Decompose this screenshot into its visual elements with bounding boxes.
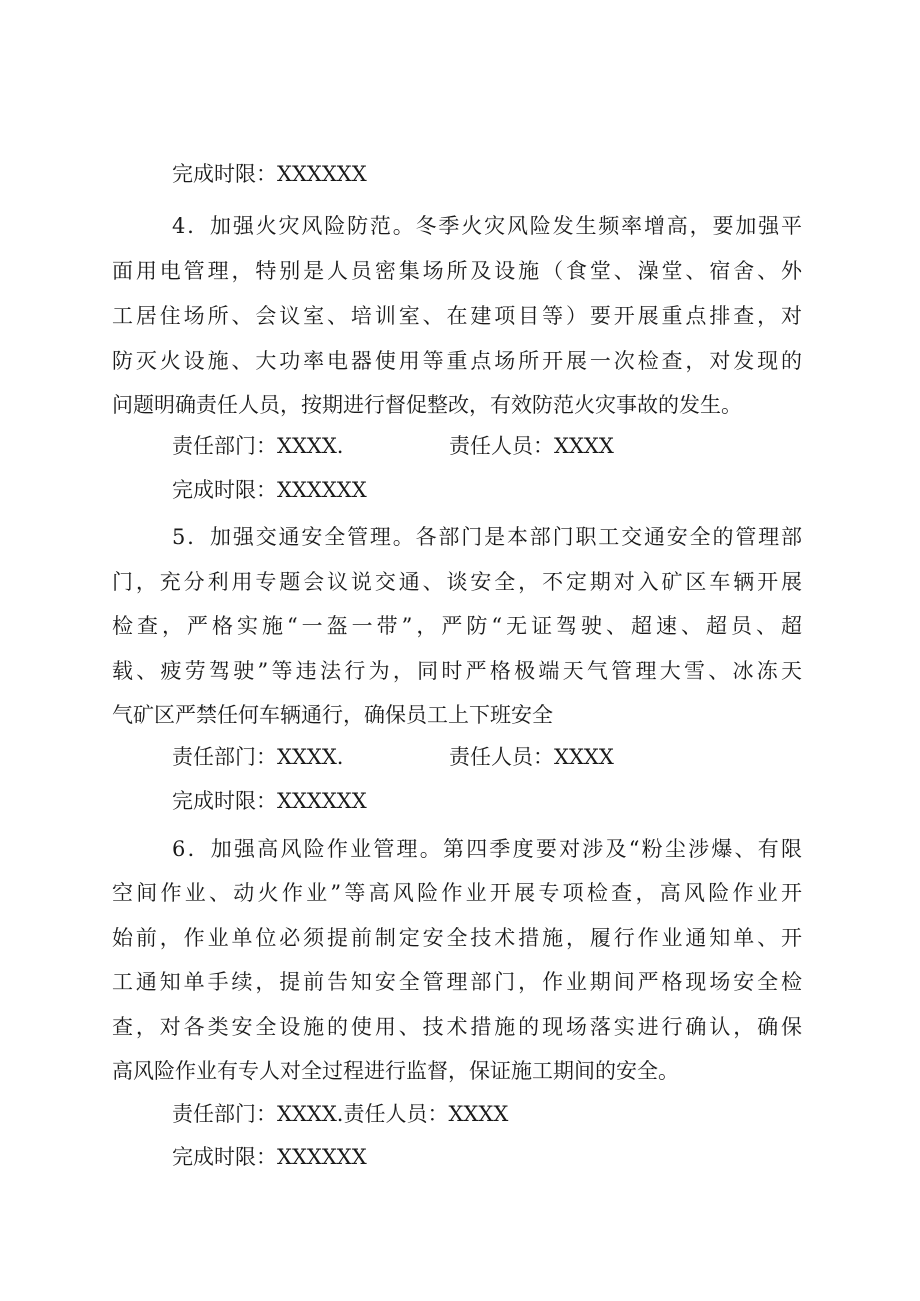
paragraph-line: 面用电管理，特别是人员密集场所及设施（食堂、澡堂、宿舍、外 [112, 259, 802, 283]
responsible-person: 责任人员：XXXX [449, 434, 614, 458]
deadline-text: 完成时限：XXXXXX [172, 1145, 367, 1169]
paragraph-line: 工通知单手续，提前告知安全管理部门，作业期间严格现场安全检 [112, 970, 802, 994]
paragraph-line: 防灭火设施、大功率电器使用等重点场所开展一次检查，对发现的 [112, 349, 802, 373]
paragraph-line: 查，对各类安全设施的使用、技术措施的现场落实进行确认，确保 [112, 1015, 802, 1039]
paragraph-line: 工居住场所、会议室、培训室、在建项目等）要开展重点排查，对 [112, 304, 802, 328]
deadline-text: 完成时限：XXXXXX [172, 478, 367, 502]
paragraph-line: 4．加强火灾风险防范。冬季火灾风险发生频率增高，要加强平 [172, 214, 802, 238]
paragraph-line: 门，充分利用专题会议说交通、谈安全，不定期对入矿区车辆开展 [112, 570, 802, 594]
paragraph-line: 气矿区严禁任何车辆通行，确保员工上下班安全 [112, 703, 553, 727]
paragraph-line: 空间作业、动火作业”等高风险作业开展专项检查，高风险作业开 [112, 881, 802, 905]
deadline-text: 完成时限：XXXXXX [172, 789, 367, 813]
paragraph-line: 6．加强高风险作业管理。第四季度要对涉及“粉尘涉爆、有限 [172, 837, 802, 861]
paragraph-line: 始前，作业单位必须提前制定安全技术措施，履行作业通知单、开 [112, 926, 802, 950]
responsible-department-person: 责任部门：XXXX.责任人员：XXXX [172, 1102, 509, 1126]
responsible-department: 责任部门：XXXX. [172, 745, 344, 769]
paragraph-line: 问题明确责任人员，按期进行督促整改，有效防范火灾事故的发生。 [112, 393, 742, 417]
responsible-department: 责任部门：XXXX. [172, 434, 344, 458]
paragraph-line: 高风险作业有专人对全过程进行监督，保证施工期间的安全。 [112, 1059, 679, 1083]
responsible-person: 责任人员：XXXX [449, 745, 614, 769]
paragraph-line: 检查，严格实施“一盔一带”，严防“无证驾驶、超速、超员、超 [112, 614, 802, 638]
paragraph-line: 5．加强交通安全管理。各部门是本部门职工交通安全的管理部 [172, 525, 802, 549]
deadline-text: 完成时限：XXXXXX [172, 162, 367, 186]
paragraph-line: 载、疲劳驾驶”等违法行为，同时严格极端天气管理大雪、冰冻天 [112, 659, 802, 683]
